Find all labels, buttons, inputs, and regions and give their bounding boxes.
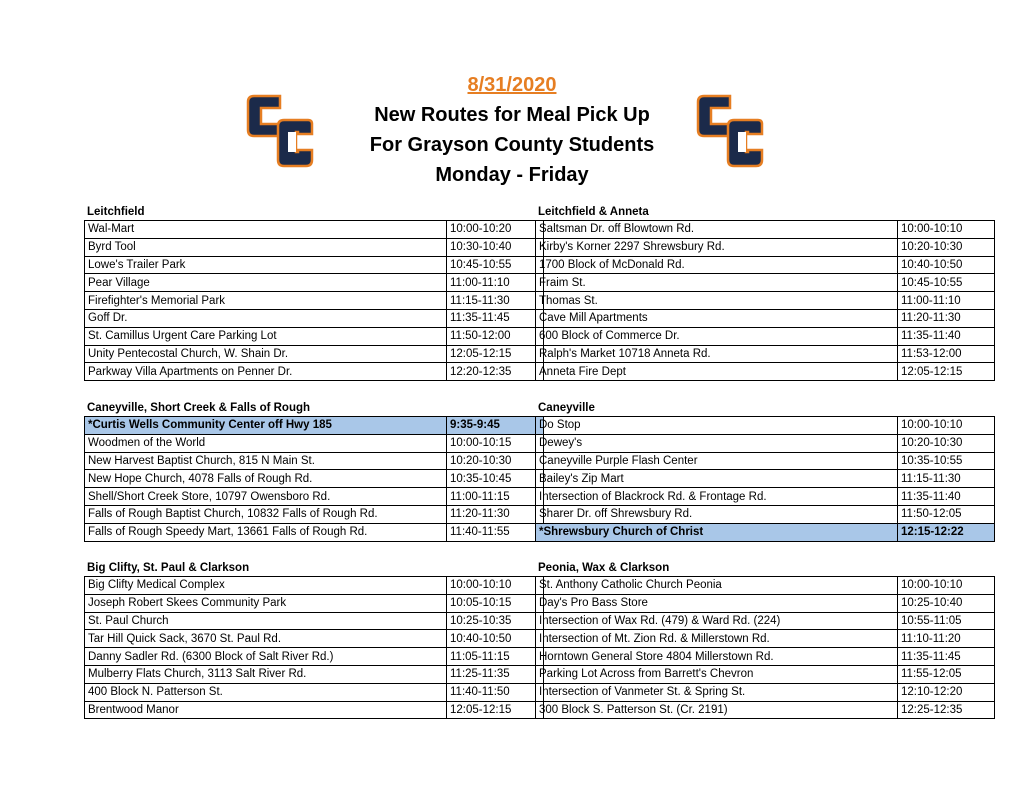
time-cell: 11:20-11:30: [447, 505, 544, 523]
time-cell: 10:25-10:40: [898, 594, 995, 612]
table-row: [536, 665, 995, 683]
table-row: [85, 434, 544, 452]
table-row: [85, 648, 544, 666]
table-row: [536, 683, 995, 701]
table-row: [85, 701, 544, 719]
section-big-clifty: [84, 561, 538, 719]
section-leitchfield-anneta: [535, 205, 989, 381]
gc-logo-left: [244, 90, 316, 172]
time-cell: 11:15-11:30: [447, 292, 544, 310]
table-row: [85, 594, 544, 612]
location-cell: Brentwood Manor: [85, 701, 447, 719]
location-cell: Lowe's Trailer Park: [85, 256, 447, 274]
table-row: [85, 470, 544, 488]
location-cell: Day's Pro Bass Store: [536, 594, 898, 612]
time-cell: 10:35-10:45: [447, 470, 544, 488]
table-row: [536, 488, 995, 506]
time-cell: 11:00-11:15: [447, 488, 544, 506]
table-row: [85, 630, 544, 648]
table-row: [85, 683, 544, 701]
time-cell: 10:00-10:10: [898, 221, 995, 239]
time-cell: 11:20-11:30: [898, 309, 995, 327]
time-cell: 10:40-10:50: [447, 630, 544, 648]
table-row: [536, 327, 995, 345]
table-row: [85, 238, 544, 256]
location-cell: Ralph's Market 10718 Anneta Rd.: [536, 345, 898, 363]
table-row: [536, 594, 995, 612]
location-cell: Intersection of Vanmeter St. & Spring St.: [536, 683, 898, 701]
time-cell: 11:05-11:15: [447, 648, 544, 666]
location-cell: *Curtis Wells Community Center off Hwy 185: [85, 417, 447, 435]
table-row: [85, 523, 544, 541]
location-cell: Parkway Villa Apartments on Penner Dr.: [85, 363, 447, 381]
location-cell: Wal-Mart: [85, 221, 447, 239]
location-cell: Intersection of Mt. Zion Rd. & Millerstown Rd.: [536, 630, 898, 648]
location-cell: Bailey's Zip Mart: [536, 470, 898, 488]
location-cell: Mulberry Flats Church, 3113 Salt River Rd.: [85, 665, 447, 683]
table-row: [85, 612, 544, 630]
route-table: [535, 576, 995, 719]
table-row: [85, 221, 544, 239]
table-row: [536, 648, 995, 666]
table-row: [536, 238, 995, 256]
gc-logo-right: [694, 90, 766, 172]
location-cell: 400 Block N. Patterson St.: [85, 683, 447, 701]
section-title: Leitchfield & Anneta: [538, 206, 649, 218]
location-cell: *Shrewsbury Church of Christ: [536, 523, 898, 541]
time-cell: 11:35-11:40: [898, 327, 995, 345]
time-cell: 10:55-11:05: [898, 612, 995, 630]
location-cell: Pear Village: [85, 274, 447, 292]
title-line-2: For Grayson County Students: [369, 134, 655, 156]
table-row: [85, 505, 544, 523]
location-cell: 600 Block of Commerce Dr.: [536, 327, 898, 345]
table-row: [536, 630, 995, 648]
location-cell: St. Paul Church: [85, 612, 447, 630]
time-cell: 11:53-12:00: [898, 345, 995, 363]
location-cell: Joseph Robert Skees Community Park: [85, 594, 447, 612]
table-row: [85, 363, 544, 381]
time-cell: 12:05-12:15: [447, 701, 544, 719]
time-cell: 12:20-12:35: [447, 363, 544, 381]
location-cell: Unity Pentecostal Church, W. Shain Dr.: [85, 345, 447, 363]
location-cell: Sharer Dr. off Shrewsbury Rd.: [536, 505, 898, 523]
time-cell: 10:20-10:30: [898, 434, 995, 452]
route-table: [535, 416, 995, 542]
time-cell: 11:25-11:35: [447, 665, 544, 683]
location-cell: New Harvest Baptist Church, 815 N Main St.: [85, 452, 447, 470]
location-cell: Big Clifty Medical Complex: [85, 577, 447, 595]
table-row: [536, 505, 995, 523]
section-title: Big Clifty, St. Paul & Clarkson: [87, 562, 250, 574]
location-cell: Byrd Tool: [85, 238, 447, 256]
date-title: 8/31/2020: [467, 74, 557, 96]
time-cell: 12:25-12:35: [898, 701, 995, 719]
title-line-1: New Routes for Meal Pick Up: [374, 104, 650, 126]
location-cell: Fraim St.: [536, 274, 898, 292]
time-cell: 9:35-9:45: [447, 417, 544, 435]
table-row: [536, 363, 995, 381]
time-cell: 10:00-10:10: [447, 577, 544, 595]
time-cell: 11:55-12:05: [898, 665, 995, 683]
location-cell: Horntown General Store 4804 Millerstown Rd.: [536, 648, 898, 666]
location-cell: Cave Mill Apartments: [536, 309, 898, 327]
page-header: [0, 70, 1024, 190]
location-cell: 300 Block S. Patterson St. (Cr. 2191): [536, 701, 898, 719]
table-row: [536, 345, 995, 363]
route-table: [535, 220, 995, 381]
location-cell: Woodmen of the World: [85, 434, 447, 452]
location-cell: Intersection of Wax Rd. (479) & Ward Rd. (224): [536, 612, 898, 630]
time-cell: 10:20-10:30: [898, 238, 995, 256]
time-cell: 10:00-10:15: [447, 434, 544, 452]
location-cell: Thomas St.: [536, 292, 898, 310]
time-cell: 12:10-12:20: [898, 683, 995, 701]
location-cell: Danny Sadler Rd. (6300 Block of Salt River Rd.): [85, 648, 447, 666]
time-cell: 11:00-11:10: [447, 274, 544, 292]
section-leitchfield: [84, 205, 538, 381]
time-cell: 11:35-11:45: [898, 648, 995, 666]
table-row: [536, 523, 995, 541]
time-cell: 10:45-10:55: [447, 256, 544, 274]
location-cell: Firefighter's Memorial Park: [85, 292, 447, 310]
time-cell: 12:05-12:15: [447, 345, 544, 363]
time-cell: 11:35-11:45: [447, 309, 544, 327]
table-row: [536, 701, 995, 719]
table-row: [536, 221, 995, 239]
location-cell: Parking Lot Across from Barrett's Chevron: [536, 665, 898, 683]
location-cell: Kirby's Korner 2297 Shrewsbury Rd.: [536, 238, 898, 256]
time-cell: 10:05-10:15: [447, 594, 544, 612]
table-row: [536, 256, 995, 274]
time-cell: 10:40-10:50: [898, 256, 995, 274]
location-cell: Anneta Fire Dept: [536, 363, 898, 381]
section-caneyville-short-creek: [84, 401, 538, 542]
location-cell: Caneyville Purple Flash Center: [536, 452, 898, 470]
time-cell: 10:00-10:10: [898, 577, 995, 595]
time-cell: 11:40-11:50: [447, 683, 544, 701]
location-cell: Tar Hill Quick Sack, 3670 St. Paul Rd.: [85, 630, 447, 648]
section-title: Peonia, Wax & Clarkson: [538, 562, 670, 574]
table-row: [536, 612, 995, 630]
time-cell: 10:25-10:35: [447, 612, 544, 630]
time-cell: 10:00-10:10: [898, 417, 995, 435]
table-row: [536, 470, 995, 488]
table-row: [85, 345, 544, 363]
time-cell: 12:05-12:15: [898, 363, 995, 381]
location-cell: 1700 Block of McDonald Rd.: [536, 256, 898, 274]
section-caneyville: [535, 401, 989, 542]
time-cell: 10:00-10:20: [447, 221, 544, 239]
time-cell: 11:15-11:30: [898, 470, 995, 488]
location-cell: St. Anthony Catholic Church Peonia: [536, 577, 898, 595]
time-cell: 10:35-10:55: [898, 452, 995, 470]
route-table: [84, 416, 544, 542]
time-cell: 11:10-11:20: [898, 630, 995, 648]
section-title: Caneyville, Short Creek & Falls of Rough: [87, 402, 311, 414]
location-cell: New Hope Church, 4078 Falls of Rough Rd.: [85, 470, 447, 488]
location-cell: St. Camillus Urgent Care Parking Lot: [85, 327, 447, 345]
title-line-3: Monday - Friday: [435, 164, 589, 186]
location-cell: Dewey's: [536, 434, 898, 452]
table-row: [536, 577, 995, 595]
table-row: [85, 577, 544, 595]
time-cell: 10:45-10:55: [898, 274, 995, 292]
section-title: Leitchfield: [87, 206, 145, 218]
location-cell: Intersection of Blackrock Rd. & Frontage Rd.: [536, 488, 898, 506]
table-row: [85, 292, 544, 310]
time-cell: 12:15-12:22: [898, 523, 995, 541]
location-cell: Goff Dr.: [85, 309, 447, 327]
table-row: [85, 417, 544, 435]
time-cell: 11:50-12:05: [898, 505, 995, 523]
time-cell: 10:20-10:30: [447, 452, 544, 470]
table-row: [85, 665, 544, 683]
time-cell: 11:00-11:10: [898, 292, 995, 310]
section-peonia-wax: [535, 561, 989, 719]
table-row: [536, 452, 995, 470]
table-row: [85, 274, 544, 292]
location-cell: Do Stop: [536, 417, 898, 435]
route-table: [84, 220, 544, 381]
table-row: [85, 452, 544, 470]
time-cell: 11:40-11:55: [447, 523, 544, 541]
table-row: [85, 256, 544, 274]
table-row: [85, 309, 544, 327]
location-cell: Saltsman Dr. off Blowtown Rd.: [536, 221, 898, 239]
time-cell: 10:30-10:40: [447, 238, 544, 256]
section-title: Caneyville: [538, 402, 595, 414]
table-row: [536, 417, 995, 435]
location-cell: Falls of Rough Speedy Mart, 13661 Falls of Rough Rd.: [85, 523, 447, 541]
location-cell: Falls of Rough Baptist Church, 10832 Falls of Rough Rd.: [85, 505, 447, 523]
location-cell: Shell/Short Creek Store, 10797 Owensboro Rd.: [85, 488, 447, 506]
time-cell: 11:50-12:00: [447, 327, 544, 345]
table-row: [85, 488, 544, 506]
table-row: [85, 327, 544, 345]
table-row: [536, 434, 995, 452]
time-cell: 11:35-11:40: [898, 488, 995, 506]
route-table: [84, 576, 544, 719]
table-row: [536, 292, 995, 310]
table-row: [536, 309, 995, 327]
table-row: [536, 274, 995, 292]
